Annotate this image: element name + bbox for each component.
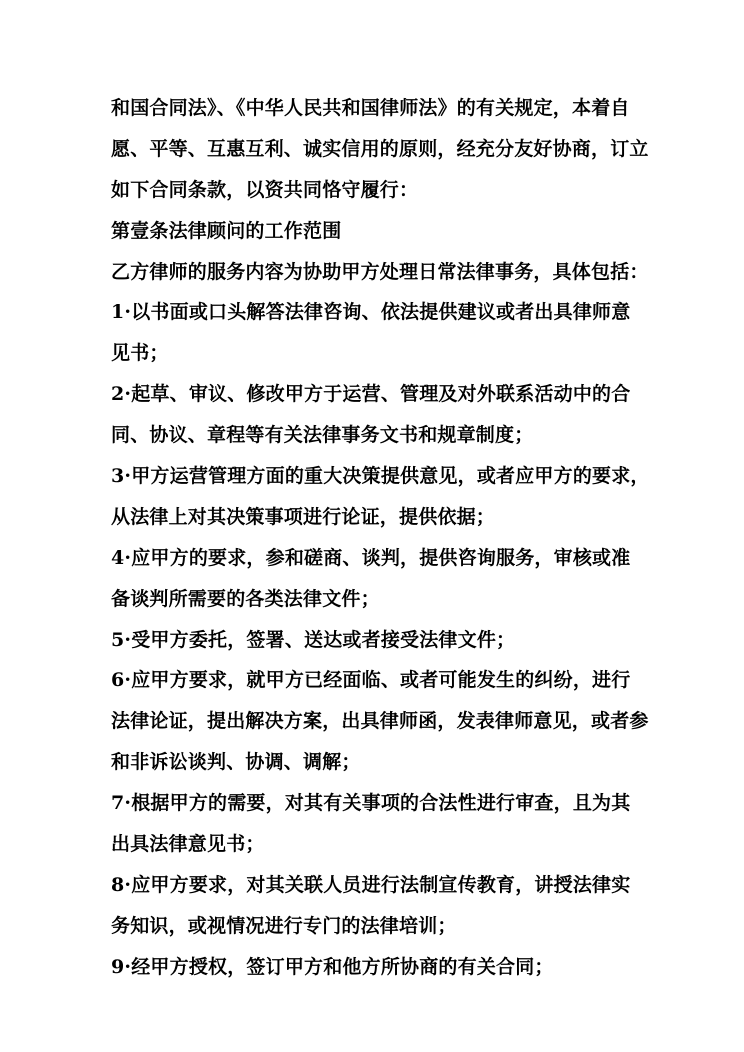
list-item-7-line: 出具法律意见书； [111, 833, 265, 856]
list-item-1-line: 1·以书面或口头解答法律咨询、依法提供建议或者出具律师意 [111, 301, 631, 324]
section-heading: 第壹条法律顾问的工作范围 [111, 219, 342, 242]
text-line: 和国合同法》、《中华人民共和国律师法》的有关规定，本着自 [111, 97, 630, 119]
list-item-4-line: 4·应甲方的要求，参和磋商、谈判，提供咨询服务，审核或准 [111, 546, 631, 569]
list-item-5-line: 5·受甲方委托，签署、送达或者接受法律文件； [111, 628, 516, 651]
text-line: 如下合同条款，以资共同恪守履行： [111, 178, 419, 201]
list-item-4-line: 备谈判所需要的各类法律文件； [111, 587, 380, 610]
list-item-8-line: 务知识，或视情况进行专门的法律培训； [111, 914, 457, 937]
list-item-6-line: 6·应甲方要求，就甲方已经面临、或者可能发生的纠纷，进行 [111, 669, 631, 692]
list-item-2-line: 同、协议、章程等有关法律事务文书和规章制度； [111, 424, 534, 447]
document-body [111, 88, 650, 988]
list-item-1-line: 见书； [111, 342, 169, 365]
list-item-6-line: 法律论证，提出解决方案，出具律师函，发表律师意见，或者参 [111, 710, 649, 733]
list-item-7-line: 7·根据甲方的需要，对其有关事项的合法性进行审查，且为其 [111, 792, 631, 815]
list-item-8-line: 8·应甲方要求，对其关联人员进行法制宣传教育，讲授法律实 [111, 873, 631, 896]
list-item-3-line: 3·甲方运营管理方面的重大决策提供意见，或者应甲方的要求， [111, 465, 650, 488]
list-item-3-line: 从法律上对其决策事项进行论证，提供依据； [111, 505, 496, 528]
text-line: 愿、平等、互惠互利、诚实信用的原则，经充分友好协商，订立 [111, 137, 649, 160]
list-item-6-line: 和非诉讼谈判、协调、调解； [111, 751, 361, 774]
text-line: 乙方律师的服务内容为协助甲方处理日常法律事务，具体包括： [111, 260, 649, 283]
list-item-9-line: 9·经甲方授权，签订甲方和他方所协商的有关合同； [111, 955, 554, 978]
list-item-2-line: 2·起草、审议、修改甲方于运营、管理及对外联系活动中的合 [111, 383, 631, 406]
